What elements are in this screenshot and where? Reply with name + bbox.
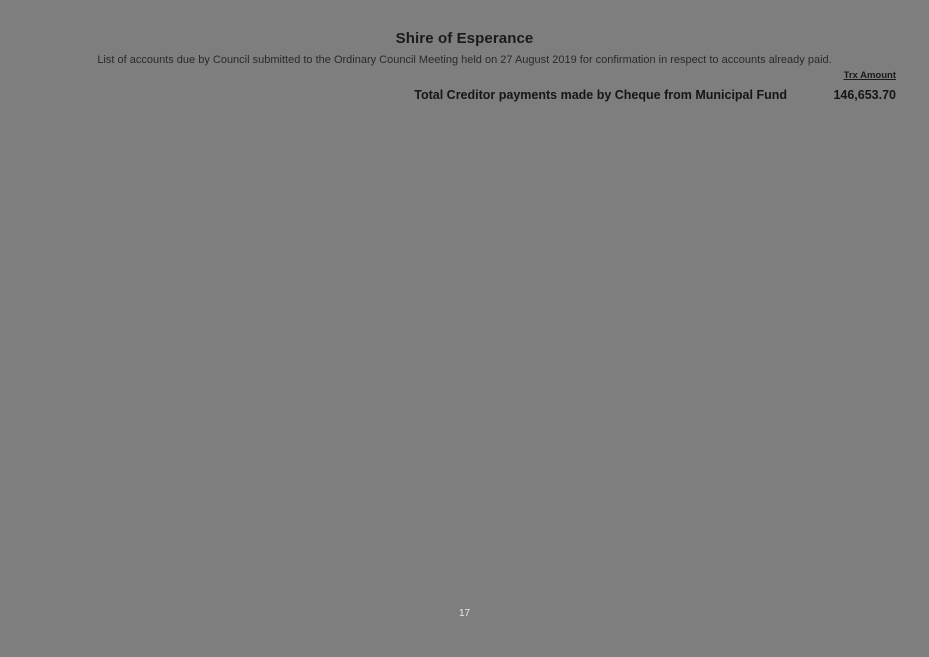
amount-column-header: Trx Amount <box>843 70 896 81</box>
total-row <box>0 88 929 104</box>
document-subtitle: List of accounts due by Council submitted to the Ordinary Council Meeting held on 27 August 2019 for confirmation in respect to accounts already paid. <box>97 54 832 66</box>
page-number: 17 <box>458 608 471 619</box>
total-label: Total Creditor payments made by Cheque from Municipal Fund <box>414 88 787 102</box>
total-amount: 146,653.70 <box>833 88 896 102</box>
page-title: Shire of Esperance <box>395 30 534 47</box>
